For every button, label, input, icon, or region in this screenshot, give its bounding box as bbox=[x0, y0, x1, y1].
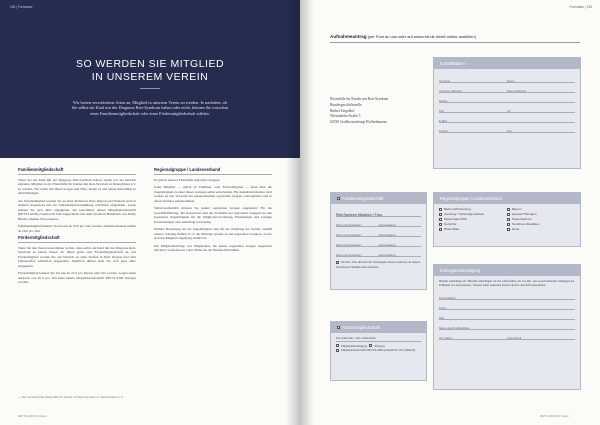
option-label: Infopost bbox=[374, 343, 385, 348]
option-label: Hamburg / Schleswig-Holstein bbox=[444, 212, 485, 216]
postal-address bbox=[330, 97, 388, 126]
field-sibling[interactable] bbox=[336, 237, 421, 247]
field-signature[interactable] bbox=[439, 330, 575, 340]
field-label: BLZ bbox=[439, 316, 445, 321]
paragraph: Fördermitglied können Sie bei uns ab 24 € pro Person und Jahr werden. Gegen einen Aufpreis von 10 € pro Jahr kann unsere Mitgliederzeitschrift RETTLAND bezogen werden. bbox=[18, 271, 136, 284]
page-footer-right: RETTLAND 06 | Verein bbox=[540, 414, 569, 418]
checkbox-consent[interactable] bbox=[336, 261, 339, 264]
field-label: E-Mail bbox=[439, 119, 447, 123]
checkbox[interactable] bbox=[439, 223, 442, 226]
field-label: Name (Geschwister) bbox=[336, 223, 362, 227]
field-label: Unterschrift bbox=[507, 336, 522, 341]
paragraph: Die Mitgliedsbeiträge von Mitgliedern, die keiner regionalen Gruppe angehören möchten, verbleiben in voller Höhe bei der Bundes-Elternhilfe. bbox=[154, 243, 272, 252]
consent-text: Ich bin / Wir sind mit der Weitergabe unserer Adresse an andere betroffene Familien einverstanden. bbox=[336, 260, 421, 269]
heading-regional: Regionalgruppe / Landesverband bbox=[154, 168, 272, 175]
option-label: Baden-Württemberg bbox=[444, 207, 472, 211]
option-label: Rhein-Main bbox=[444, 227, 460, 231]
field-street[interactable] bbox=[439, 93, 575, 103]
paragraph: Es gibt in unserer Elternhilfe regionale Gruppen. bbox=[154, 177, 221, 182]
checkbox[interactable] bbox=[507, 208, 510, 211]
title-divider bbox=[140, 88, 160, 89]
checkbox[interactable] bbox=[507, 223, 510, 226]
checkbox[interactable] bbox=[439, 218, 442, 221]
option-label: Mitgliederzeitschrift RETTLAND (zusätzlich 10 € jährlich) bbox=[341, 348, 416, 353]
field-sibling[interactable] bbox=[336, 217, 421, 227]
field-label: Name (Geschwister) bbox=[336, 253, 362, 257]
paragraph: Wenn Sie den Verein unterstützen wollen, ohne selbst ein Kind mit der Diagnose Rett-Syndrom zu haben, bieten wir Ihnen gerne eine Fördermitgliedschaft an. Als Fördermitglied werden Sie auf Wunsch zu allen Treffen in Ihrer Region und zum Jahrestreffen schriftlich eingeladen. Natürlich dürfen auch Sie sich gern aktiv engagieren. bbox=[18, 245, 136, 268]
option-label: Mitgliedsbestätigung bbox=[341, 343, 368, 348]
field-label: Geburtsdatum bbox=[378, 223, 397, 227]
page-footer-left: RETTLAND 06 | Verein bbox=[18, 414, 47, 418]
paragraph: Selbstverständlich müssen Sie keiner regionalen Gruppe angehören! Für die Geschäftsführung, den Kassenwart und die Vorstände der regionalen Gruppen ist eine kostenlose Zugehörigkeit für die Mitgliederverwaltung, Einladungen und sonstige Postsendungen aber unbedingt notwendig. bbox=[154, 206, 272, 224]
paragraph: Primäre Bedeutung hat die Zugehörigkeit aber für die Zuteilung der Gelder. Gemäß unserer Satzung fließen 25 % der Beiträge jeweils an die regionalen Gruppen, zu der sich das Mitglied zugehörig erklärt hat. bbox=[154, 227, 272, 240]
support-title: Fördermitgliedschaft bbox=[342, 325, 380, 330]
column-regional bbox=[154, 168, 272, 256]
field-label: Name (Partner) bbox=[507, 89, 527, 93]
address-line: Elternhilfe für Kinder mit Rett-Syndrom bbox=[330, 97, 389, 101]
field-label: PLZ bbox=[439, 109, 445, 113]
support-box bbox=[330, 321, 427, 381]
column-membership bbox=[18, 168, 136, 288]
paragraph: Jedes Mitglied — gleich ob Familien- oder Fördermitglied — kann über die Zugehörigkeit zu einer dieser Gruppen selbst entscheiden. Für Anmeldeformulare wird sodann an den Vorstand der entsprechenden regionalen Gruppe weitergeleitet und in deren Verteiler aufgenommen. bbox=[154, 185, 272, 203]
checkbox[interactable] bbox=[336, 344, 339, 347]
checkbox[interactable] bbox=[439, 228, 442, 231]
direct-debit-box bbox=[433, 264, 581, 390]
family-header bbox=[331, 193, 426, 204]
field-label: Fax bbox=[507, 129, 512, 133]
contact-header: Kontaktdaten bbox=[434, 58, 580, 69]
field-label: Straße bbox=[439, 99, 448, 103]
title-line-1: SO WERDEN SIE MITGLIED bbox=[75, 58, 225, 70]
consent-row bbox=[331, 257, 426, 272]
field-account[interactable] bbox=[439, 300, 575, 310]
field-label: Telefon bbox=[439, 129, 449, 133]
paragraph: Familienmitglied können Sie bei uns ab 36 € pro Jahr werden. Alleinerziehende zahlen ab 26 € pro Jahr. bbox=[18, 224, 136, 233]
option-label: Nord-Ost bbox=[444, 222, 457, 226]
running-header-right: Formulare | 105 bbox=[569, 5, 592, 9]
field-rett-child[interactable] bbox=[336, 207, 421, 217]
divider bbox=[330, 42, 580, 43]
form-subtitle: (per Post an uns oder auf www.rett.de direkt online ausfüllen) bbox=[367, 34, 476, 39]
option-label: Hessen/Thüringen bbox=[512, 212, 537, 216]
field-zip-city[interactable] bbox=[439, 103, 575, 113]
option-label: keine bbox=[512, 227, 520, 231]
field-phone-fax[interactable] bbox=[439, 123, 575, 133]
hero-banner bbox=[0, 0, 300, 158]
heading-support: Fördermitgliedschaft bbox=[18, 236, 136, 243]
checkbox-family[interactable] bbox=[337, 197, 340, 200]
field-partner-name[interactable] bbox=[439, 83, 575, 93]
field-sibling[interactable] bbox=[336, 247, 421, 257]
support-options bbox=[331, 333, 426, 356]
field-label: Ort bbox=[507, 109, 511, 113]
running-header-left: 106 | Formulare bbox=[10, 5, 33, 9]
field-name[interactable] bbox=[439, 73, 575, 83]
footnote: — Der Vorstand der Elternhilfe für Kinder mit Rett-Syndrom in Deutschland e.V. bbox=[18, 395, 124, 399]
address-line: Bärbel Ziegelhof bbox=[330, 108, 355, 113]
field-label: Name bbox=[507, 79, 515, 83]
field-label: Geburtsdatum bbox=[378, 243, 397, 247]
family-box bbox=[330, 192, 427, 290]
checkbox-support[interactable] bbox=[337, 326, 340, 329]
field-label: Rett-Syndrom Mädchen / Frau: bbox=[336, 213, 383, 217]
contact-box bbox=[433, 57, 581, 169]
checkbox[interactable] bbox=[369, 344, 372, 347]
field-label: Vorname bbox=[439, 79, 451, 83]
option-label: Mosel-Saar-Pfalz bbox=[444, 217, 468, 221]
page-number: 105 bbox=[586, 5, 592, 9]
form-title bbox=[330, 34, 476, 39]
checkbox[interactable] bbox=[439, 208, 442, 211]
section-label: Formulare bbox=[17, 5, 33, 9]
option-label: Nordrhein-Westfalen bbox=[512, 222, 540, 226]
region-option[interactable] bbox=[439, 227, 507, 232]
support-option[interactable] bbox=[336, 348, 421, 353]
form-title-main: Aufnahmeantrag bbox=[330, 34, 367, 39]
intro-text: Wir bieten verschiedene Arten an, Mitglied in unserem Verein zu werden. Je nachdem, ob Sie selbst ein Kind mit der Diagnose Rett-Syndrom haben oder nicht, können Sie zwischen einer Familienmitgliedschaft oder einer Fördermitgliedschaft wählen. bbox=[71, 100, 229, 116]
page-title bbox=[0, 58, 300, 84]
section-label: Formulare bbox=[569, 5, 585, 9]
address-line: Wiesaubehn Straße 5 bbox=[330, 114, 361, 119]
option-label: Bayern bbox=[512, 207, 522, 211]
field-label: Konto bbox=[439, 306, 447, 311]
region-box bbox=[433, 192, 581, 247]
field-blz[interactable] bbox=[439, 310, 575, 320]
paragraph: Als Vereinsmitglied werden Sie zu allen Treffen in Ihrer Region (auf Wunsch auch in anderen Regionen) und zur Jahreshauptversammlung schriftlich eingeladen. Gerne können Sie sich aktiv engagieren. Sie bekommen unsere Mitgliederzeitschrift (RETTLAND) zweimal im Jahr zugeschickt. Das Rett-Syndrom Handbuch von Kathy Hunter erhalten Sie kostenlos. bbox=[18, 198, 136, 221]
region-options bbox=[434, 204, 580, 235]
checkbox[interactable] bbox=[336, 349, 339, 352]
address-line: 63538 Großkrotzenburg-Wolfsehmaum bbox=[330, 120, 387, 125]
heading-family: Familienmitgliedschaft bbox=[18, 168, 136, 175]
checkbox[interactable] bbox=[507, 218, 510, 221]
page-number: 106 bbox=[10, 5, 16, 9]
checkbox[interactable] bbox=[507, 213, 510, 216]
address-line: Bundesgeschäftsstelle bbox=[330, 102, 362, 107]
title-line-2: IN UNSEREM VEREIN bbox=[91, 71, 209, 83]
region-option[interactable] bbox=[507, 227, 575, 232]
field-label: Vorname (Partner) bbox=[439, 89, 463, 93]
family-title: Familienmitgliedschaft bbox=[342, 196, 384, 201]
option-label: Niedersachsen bbox=[512, 217, 533, 221]
field-label: Name (Geschwister) bbox=[336, 233, 362, 237]
field-email[interactable] bbox=[439, 113, 575, 123]
checkbox[interactable] bbox=[507, 228, 510, 231]
field-label: Name des Kreditinstituts bbox=[439, 326, 470, 331]
field-label: Geburtsdatum bbox=[378, 233, 397, 237]
paragraph: Wenn Sie ein Kind mit der Diagnose Rett-Syndrom haben, bieten wir Sie herzlich einladen, Mitglied in der Elternhilfe für Kinder mit Rett-Syndrom in Deutschland e.V. zu werden. Wir teilen mit Ihnen Sorgen und Nöte, bieten es und geben Ratschläge in allen Belangen. bbox=[18, 177, 136, 195]
field-bank-name[interactable] bbox=[439, 320, 575, 330]
field-label: Kontoinhaber bbox=[439, 296, 456, 301]
support-header bbox=[331, 322, 426, 333]
field-account-holder[interactable] bbox=[439, 290, 575, 300]
field-label: Ort, Datum bbox=[439, 336, 453, 341]
checkbox[interactable] bbox=[439, 213, 442, 216]
support-prompt: Ich wünsche / Wir wünschen: bbox=[336, 336, 421, 342]
field-label: Name (Geschwister) bbox=[336, 243, 362, 247]
field-sibling[interactable] bbox=[336, 227, 421, 237]
field-label: Geburtsdatum bbox=[378, 253, 397, 257]
direct-debit-text: Hiermit ermächtige ich / Hiermit ermächtigen wir Sie widerruflich, die von mir / uns zu entrichtenden Zahlungen bei Fälligkeit zu Lasten meines / unseres unten stehenden Kontos durch Lastschrift einzuziehen. bbox=[439, 279, 575, 288]
region-header: Regionalgruppe / Landesverband bbox=[434, 193, 580, 204]
direct-debit-header: Einzugsermächtigung bbox=[434, 265, 580, 276]
